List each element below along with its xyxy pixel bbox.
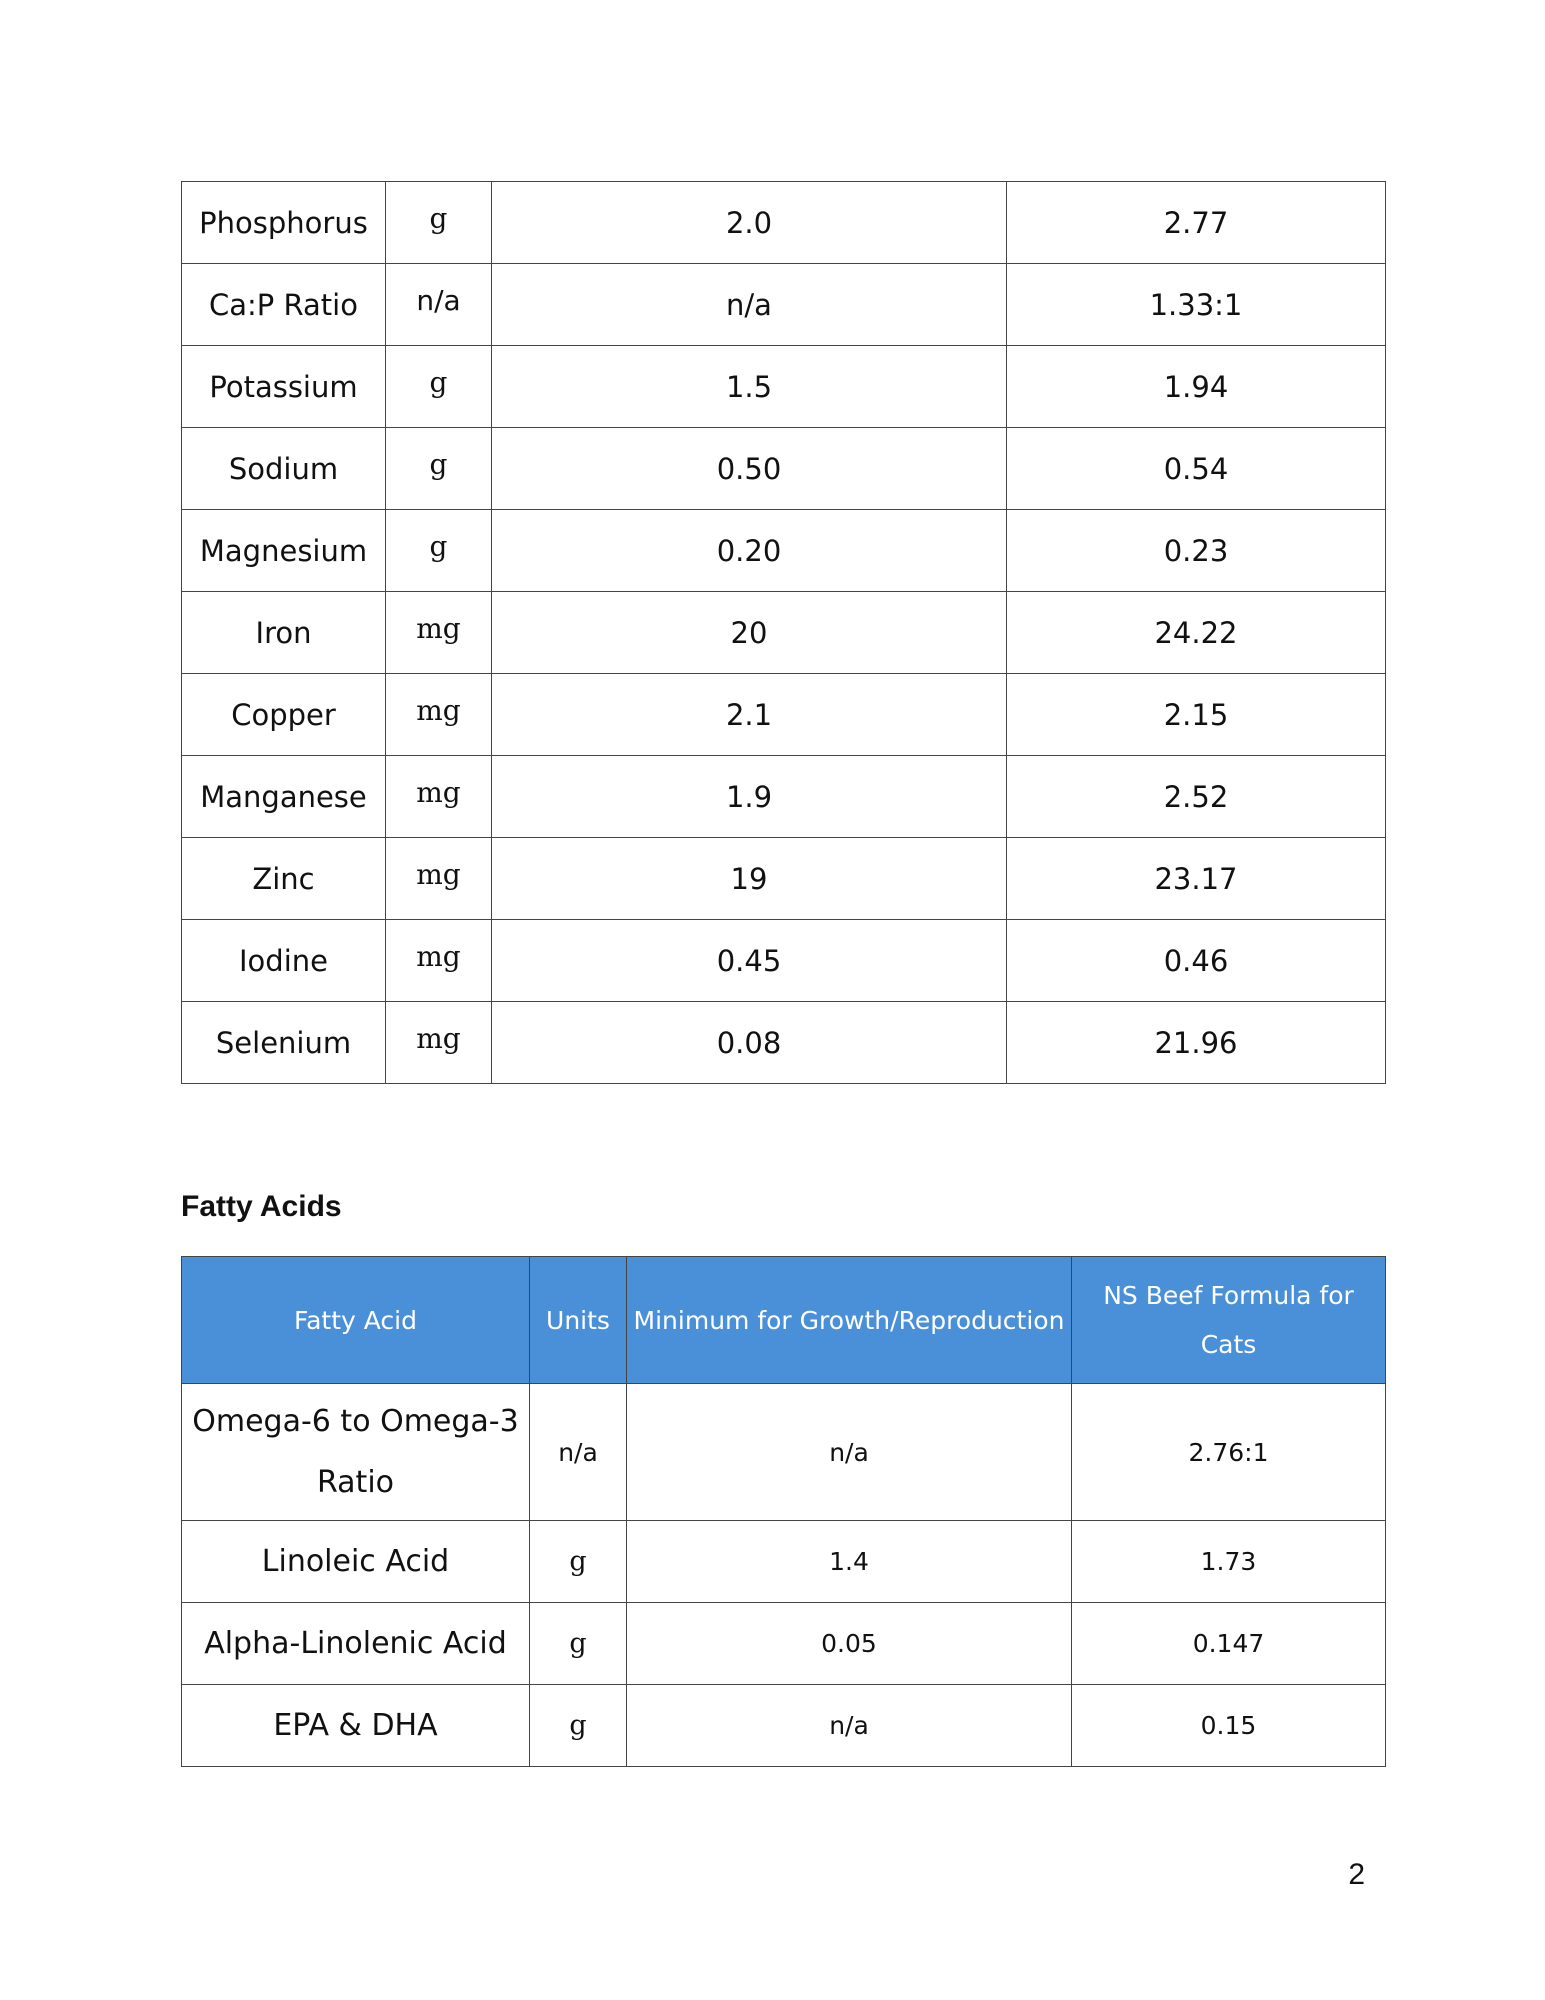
table-row	[182, 1002, 1386, 1084]
nutrient-unit: g	[386, 510, 492, 592]
formula-value: 2.76:1	[1072, 1384, 1386, 1521]
table-row	[182, 346, 1386, 428]
minimum-value: 0.45	[492, 920, 1007, 1002]
nutrient-name: Zinc	[182, 838, 386, 920]
fatty-acid-name: EPA & DHA	[182, 1685, 530, 1767]
fatty-acid-unit: n/a	[530, 1384, 627, 1521]
fatty-acid-name: Alpha-Linolenic Acid	[182, 1603, 530, 1685]
nutrient-unit: mg	[386, 674, 492, 756]
nutrient-unit: mg	[386, 592, 492, 674]
page-number: 2	[1348, 1858, 1365, 1891]
formula-value: 2.15	[1007, 674, 1386, 756]
minimum-value: n/a	[492, 264, 1007, 346]
table-row	[182, 592, 1386, 674]
formula-value: 0.15	[1072, 1685, 1386, 1767]
section-heading: Fatty Acids	[181, 1190, 342, 1223]
column-header-minimum: Minimum for Growth/Reproduction	[627, 1257, 1072, 1384]
nutrient-name: Ca:P Ratio	[182, 264, 386, 346]
formula-value: 23.17	[1007, 838, 1386, 920]
minimum-value: 1.5	[492, 346, 1007, 428]
nutrient-name: Potassium	[182, 346, 386, 428]
formula-value: 0.23	[1007, 510, 1386, 592]
fatty-acid-name: Omega-6 to Omega-3 Ratio	[182, 1384, 530, 1521]
nutrient-unit: n/a	[386, 264, 492, 346]
minimum-value: 1.9	[492, 756, 1007, 838]
formula-value: 0.46	[1007, 920, 1386, 1002]
table-row	[182, 1685, 1386, 1767]
formula-value: 1.73	[1072, 1521, 1386, 1603]
minimum-value: 19	[492, 838, 1007, 920]
minimum-value: 1.4	[627, 1521, 1072, 1603]
minimum-value: n/a	[627, 1384, 1072, 1521]
minimum-value: 0.08	[492, 1002, 1007, 1084]
formula-value: 2.52	[1007, 756, 1386, 838]
nutrient-unit: mg	[386, 756, 492, 838]
column-header-formula: NS Beef Formula for Cats	[1072, 1257, 1386, 1384]
fatty-acid-name: Linoleic Acid	[182, 1521, 530, 1603]
nutrient-name: Magnesium	[182, 510, 386, 592]
table-row	[182, 1384, 1386, 1521]
formula-value: 2.77	[1007, 182, 1386, 264]
fatty-acid-unit: g	[530, 1521, 627, 1603]
minimum-value: n/a	[627, 1685, 1072, 1767]
nutrient-name: Phosphorus	[182, 182, 386, 264]
minimum-value: 0.50	[492, 428, 1007, 510]
nutrient-name: Selenium	[182, 1002, 386, 1084]
minimum-value: 20	[492, 592, 1007, 674]
minimum-value: 0.05	[627, 1603, 1072, 1685]
formula-value: 24.22	[1007, 592, 1386, 674]
nutrient-name: Iodine	[182, 920, 386, 1002]
fatty-acid-unit: g	[530, 1685, 627, 1767]
formula-value: 0.147	[1072, 1603, 1386, 1685]
formula-value: 0.54	[1007, 428, 1386, 510]
minerals-table	[181, 181, 1386, 1084]
table-row	[182, 674, 1386, 756]
formula-value: 1.94	[1007, 346, 1386, 428]
table-row	[182, 264, 1386, 346]
table-header-row	[182, 1257, 1386, 1384]
nutrient-unit: mg	[386, 920, 492, 1002]
table-row	[182, 1603, 1386, 1685]
formula-value: 21.96	[1007, 1002, 1386, 1084]
nutrient-name: Manganese	[182, 756, 386, 838]
nutrient-unit: g	[386, 346, 492, 428]
table-row	[182, 428, 1386, 510]
table-row	[182, 510, 1386, 592]
fatty-acids-table	[181, 1256, 1386, 1767]
nutrient-unit: mg	[386, 1002, 492, 1084]
table-row	[182, 838, 1386, 920]
nutrient-name: Iron	[182, 592, 386, 674]
nutrient-name: Copper	[182, 674, 386, 756]
formula-value: 1.33:1	[1007, 264, 1386, 346]
column-header-units: Units	[530, 1257, 627, 1384]
minimum-value: 0.20	[492, 510, 1007, 592]
nutrient-name: Sodium	[182, 428, 386, 510]
column-header-fatty-acid: Fatty Acid	[182, 1257, 530, 1384]
table-row	[182, 756, 1386, 838]
fatty-acid-unit: g	[530, 1603, 627, 1685]
nutrient-unit: g	[386, 182, 492, 264]
table-row	[182, 920, 1386, 1002]
nutrient-unit: mg	[386, 838, 492, 920]
table-row	[182, 182, 1386, 264]
minimum-value: 2.0	[492, 182, 1007, 264]
minimum-value: 2.1	[492, 674, 1007, 756]
nutrient-unit: g	[386, 428, 492, 510]
table-row	[182, 1521, 1386, 1603]
